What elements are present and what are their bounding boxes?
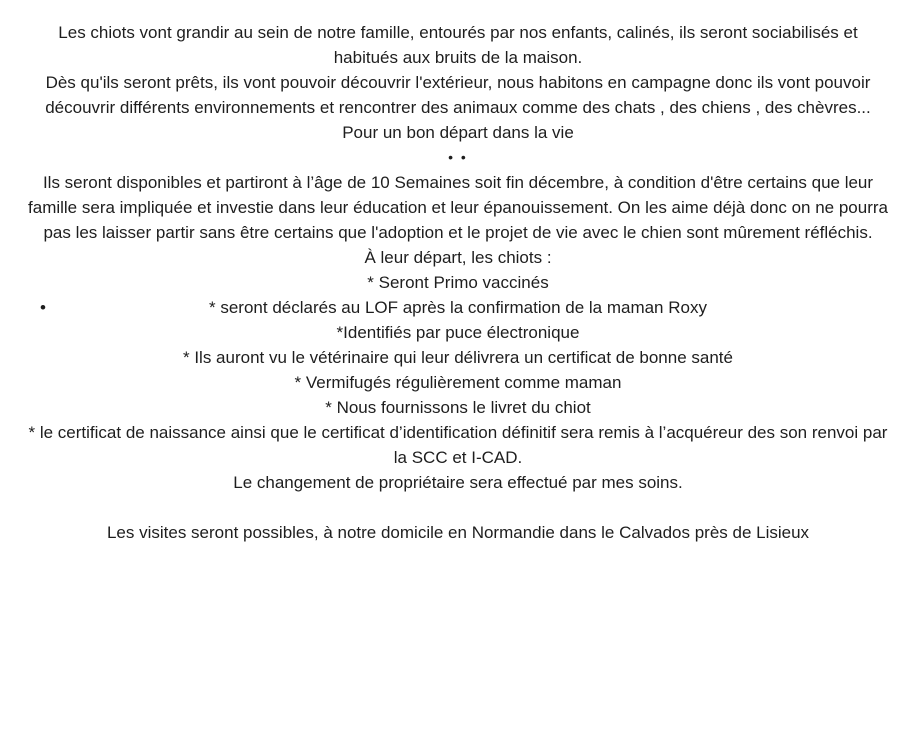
- availability-paragraph: Ils seront disponibles et partiront à l’âge de 10 Semaines soit fin décembre, à condition d'être certains que leur famille sera impliquée et investie dans leur éducation et leur épanouissement. On les aime déjà donc on ne pourra pas les laisser partir sans être certains que l'adoption et le projet de vie avec le chien sont mûrement réfléchis.: [28, 173, 888, 242]
- blank-line: [28, 495, 888, 520]
- intro-paragraph: Les chiots vont grandir au sein de notre famille, entourés par nos enfants, calinés, ils seront sociabilisés et habitués aux bruits de la maison.: [58, 23, 858, 67]
- visits-line: Les visites seront possibles, à notre domicile en Normandie dans le Calvados près de Lisieux: [106, 523, 810, 542]
- departure-intro: À leur départ, les chiots :: [364, 248, 552, 267]
- owner-change-line: Le changement de propriétaire sera effectué par mes soins.: [233, 473, 683, 492]
- document-body: [28, 20, 888, 545]
- dot-separator: • •: [448, 149, 468, 165]
- list-item-vet: * Ils auront vu le vétérinaire qui leur délivrera un certificat de bonne santé: [183, 348, 733, 367]
- list-item-booklet: * Nous fournissons le livret du chiot: [325, 398, 591, 417]
- bullet-marker: •: [40, 298, 46, 317]
- outdoor-paragraph: Dès qu'ils seront prêts, ils vont pouvoir découvrir l'extérieur, nous habitons en campagne donc ils vont pouvoir découvrir différents environnements et rencontrer des animaux comme des chats , des chiens , des chèvres...: [45, 73, 871, 117]
- list-item-certificate: * le certificat de naissance ainsi que le certificat d’identification définitif sera remis à l’acquéreur des son renvoi par la SCC et I-CAD.: [28, 423, 888, 467]
- list-item-vaccines: * Seront Primo vaccinés: [367, 273, 549, 292]
- list-item-lof: * seront déclarés au LOF après la confirmation de la maman Roxy: [209, 298, 707, 317]
- list-item-lof-row: [28, 295, 888, 320]
- list-item-chip: *Identifiés par puce électronique: [336, 323, 580, 342]
- list-item-deworming: * Vermifugés régulièrement comme maman: [294, 373, 622, 392]
- good-start-line: Pour un bon départ dans la vie: [342, 123, 574, 142]
